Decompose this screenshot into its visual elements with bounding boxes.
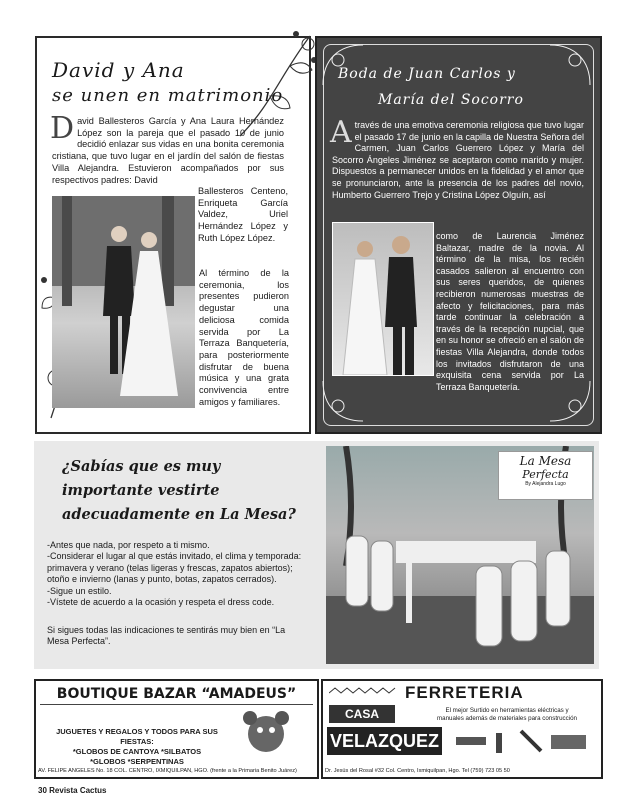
article1-title-line2: se unen en matrimonio — [52, 85, 284, 106]
ad2-casa: CASA — [329, 705, 395, 723]
article1-title-line1: David y Ana — [52, 58, 185, 82]
ad1-line1: JUGUETES Y REGALOS Y TODOS PARA SUS FIESTAS: — [56, 727, 218, 746]
article2-paragraph-side: como de Laurencia Jiménez Baltazar, madre de la novia. Al término de la misa, los recién casados salieron al encuentro con sus seres queridos, de quienes recibieron numerosas muestras de afecto y felicitaciones, para más tarde continuar la celebración a través de la recepción nupcial, que en su honor se ofreció en el salón de fiestas Villa Alejandra, donde todos los invitados disfrutaron de una exquisita cena servida por La Terraza Banquetería. — [436, 231, 584, 392]
tips-list — [47, 540, 317, 608]
ad1-address: AV. FELIPE ANGELES No. 18 COL. CENTRO, IXMIQUILPAN, HGO. (frente a la Primaria Benito Juárez) — [38, 768, 297, 774]
ad2-desc-line1: El mejor Surtido en herramientas eléctricas y — [445, 707, 569, 714]
tips-question-heading: ¿Sabías que es muy importante vestirte adecuadamente en La Mesa? — [62, 458, 296, 523]
article1-dropcap: D — [50, 111, 75, 146]
magazine-name: Revista Cactus — [49, 786, 107, 795]
ad1-name: BOUTIQUE BAZAR “AMADEUS” — [40, 684, 313, 705]
ad2-title: FERRETERIA — [405, 683, 524, 702]
page-footer — [38, 786, 107, 795]
ad1-line3: *GLOBOS *SERPENTINAS — [90, 757, 184, 766]
article2-title-line1: Boda de Juan Carlos y — [338, 66, 516, 82]
corner-ornament-icon — [545, 40, 595, 90]
page-number: 30 — [38, 786, 47, 795]
ad-boutique-amadeus — [34, 679, 319, 779]
teddy-bear-icon — [236, 706, 296, 756]
tip-item: -Considerar el lugar al que estás invitado, el clima y temporada: primavera y verano (telas ligeras y frescas, zapatos abiertos); otoño e invierno (lanas y punto, botas, zapatos cerrados). — [47, 551, 302, 585]
wedding-photo-juan-carlos-maria — [332, 222, 434, 376]
la-mesa-perfecta-logo: La Mesa Perfecta By Alejandra Lugo — [498, 451, 593, 500]
tools-icon — [451, 727, 597, 757]
corner-ornament-icon — [318, 40, 368, 90]
ad-ferreteria-velazquez — [321, 679, 603, 779]
tip-item: -Vístete de acuerdo a la ocasión y respeta el dress code. — [47, 597, 275, 608]
tip-item: -Sigue un estilo. — [47, 585, 112, 596]
corner-ornament-icon — [318, 376, 368, 426]
article2-title-line2: María del Socorro — [378, 92, 524, 108]
ad2-address: Dr. Jesús del Rosal #32 Col. Centro, Ixmiquilpan, Hgo. Tel (759) 723 05 50 — [325, 768, 510, 774]
article2-paragraph-top: A través de una emotiva ceremonia religiosa que tuvo lugar el pasado 17 de junio en la capilla de Nuestra Señora del Carmen, Juan Carlos Guerrero López y María del Socorro Ángeles Jiménez se aceptaron como marido y mujer. Dispuestos a permanecer unidos en la fidelidad y el amor que se pronunciaron, ante la presencia de los padres del novio, Humberto Guerrero Trejo y Cristina López Olguín, así — [330, 115, 584, 200]
ad2-name: VELAZQUEZ — [327, 727, 442, 755]
ad1-line2: *GLOBOS DE CANTOYA *SILBATOS — [72, 747, 202, 756]
article1-paragraph-side: Ballesteros Centeno, Enriqueta García Valdez, Uriel Hernández López y Ruth López López. — [198, 186, 288, 243]
article1-paragraph-top: David Ballesteros García y Ana Laura Hernández López son la pareja que el pasado 10 de junio decidió enlazar sus vidas en una bonita ceremonia cristiana, que tuvo lugar en el jardín del salón de fiestas Villa Alejandra. Estuvieron acompañados por sus respectivos padres: David — [50, 111, 284, 185]
tip-item: -Antes que nada, por respeto a ti mismo. — [47, 540, 210, 550]
ad2-desc-line2: manuales además de materiales para construcción — [437, 715, 577, 722]
tips-note: Si sigues todas las indicaciones te sentirás muy bien en “La Mesa Perfecta”. — [47, 625, 286, 647]
pattern-icon — [329, 687, 399, 699]
wedding-photo-david-ana — [52, 196, 195, 408]
article2-dropcap: A — [330, 115, 352, 150]
article1-paragraph-bottom: Al término de la ceremonia, los presentes pudieron degustar una deliciosa comida servida por La Terraza Banquetería, para posteriormente disfrutar de buena música y una grata convivencia entre amigos y familiares. — [199, 268, 289, 407]
